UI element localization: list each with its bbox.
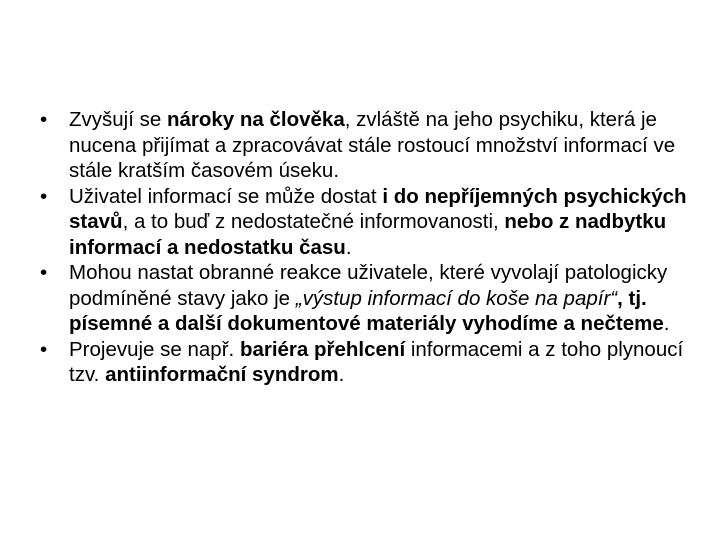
bullet-item xyxy=(40,337,700,388)
bullet-text xyxy=(69,108,675,182)
text-segment: Zvyšují se xyxy=(69,108,167,131)
text-segment-bold: nároky na člověka xyxy=(166,108,345,131)
bullet-item xyxy=(40,184,700,261)
text-segment: . xyxy=(338,363,345,386)
bullet-marker: • xyxy=(40,261,48,284)
text-segment: Uživatel informací se může dostat xyxy=(69,184,383,208)
bullet-marker: • xyxy=(40,184,48,208)
bullet-text xyxy=(69,338,683,387)
bullet-marker: • xyxy=(40,337,48,361)
text-segment: Projevuje se např. xyxy=(69,337,240,361)
text-segment-bold: i do nepříjemných psychických stavů xyxy=(69,184,687,233)
text-segment-bold: bariéra přehlcení xyxy=(239,337,406,361)
bullet-marker: • xyxy=(40,108,48,131)
text-segment-bold: nebo z nadbytku informací a nedostatku času xyxy=(69,210,667,259)
bullet-text xyxy=(69,261,669,335)
text-segment-italic: „výstup informací do koše na papír“ xyxy=(295,286,618,310)
text-segment: informacemi a z toho plynoucí tzv. xyxy=(69,337,684,386)
text-segment-bold: antiinformační syndrom xyxy=(105,363,339,386)
text-segment: . xyxy=(663,312,670,335)
text-segment: Mohou nastat obranné reakce uživatele, které vyvolají patologicky podmíněné stavy jako je xyxy=(69,261,668,310)
text-segment: , a to buď z nedostatečné informovanosti, xyxy=(122,210,505,233)
bullet-item xyxy=(40,107,700,184)
text-segment-bold: , tj. písemné a další dokumentové materiály vyhodíme a nečteme xyxy=(69,286,664,335)
bullet-text xyxy=(69,185,687,259)
text-segment: . xyxy=(345,235,352,259)
bullet-item xyxy=(40,260,700,337)
bullet-list xyxy=(40,107,700,388)
text-segment: , zvláště na jeho psychiku, která je nucena přijímat a zpracovávat stále rostoucí množství informací ve stále kratším časovém úseku. xyxy=(69,108,676,182)
